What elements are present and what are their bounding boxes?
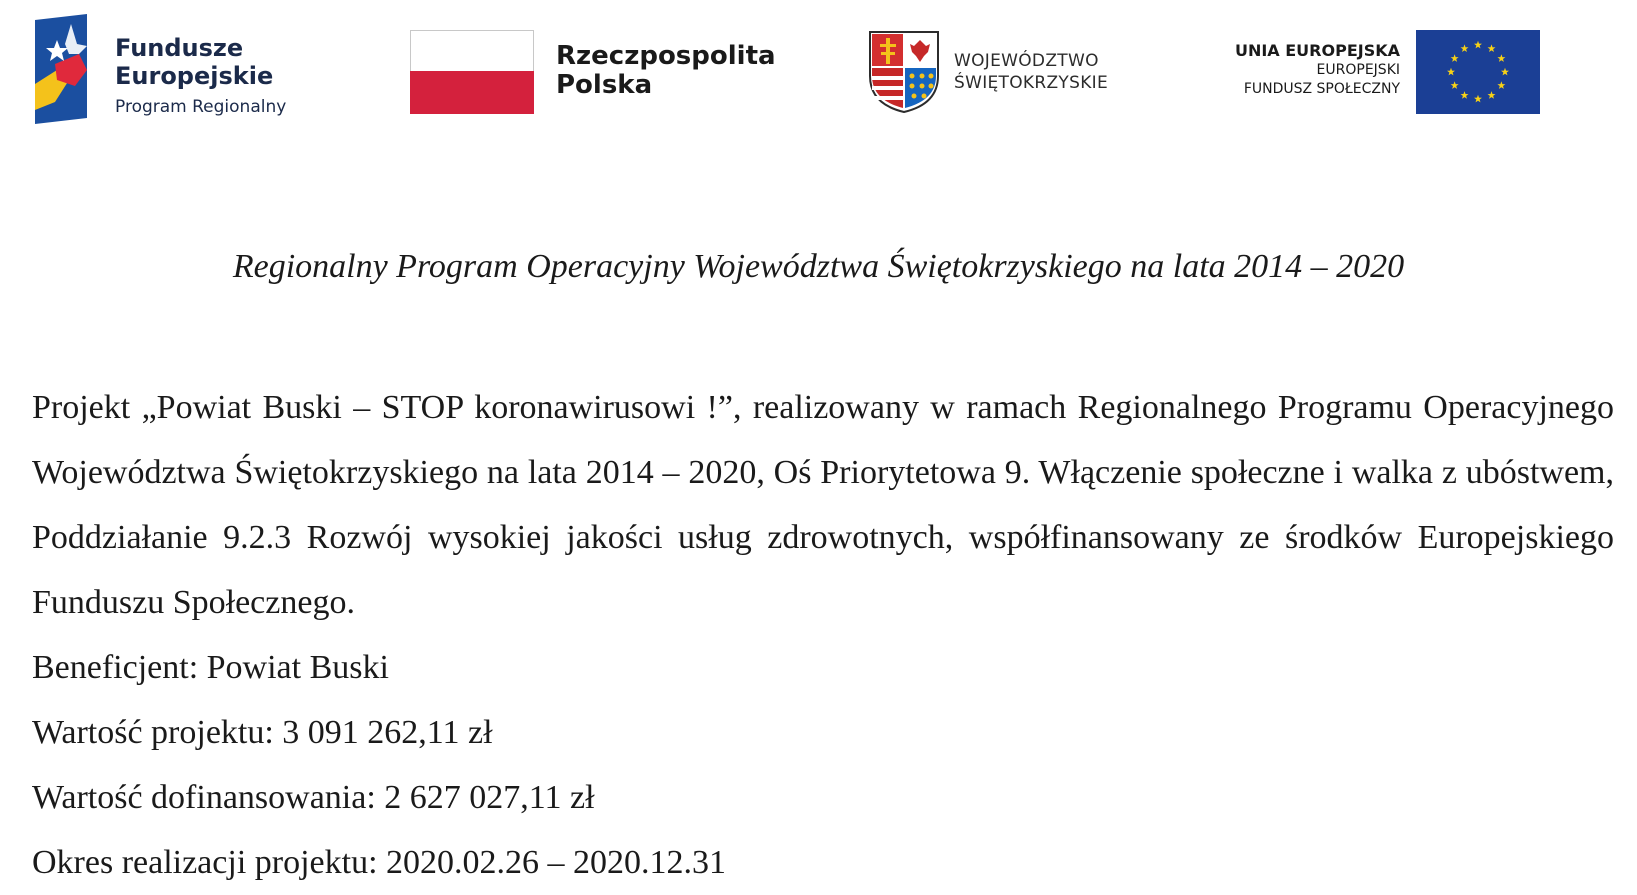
- wojewodztwo-swietokrzyskie-logo: [868, 30, 1128, 114]
- wojewodztwo-line-1: WOJEWÓDZTWO: [954, 51, 1099, 71]
- project-period-line: Okres realizacji projektu: 2020.02.26 – 2020.12.31: [32, 844, 727, 881]
- project-info: [32, 375, 1614, 895]
- fundusze-line-1: Fundusze: [115, 34, 244, 62]
- coat-of-arms-icon: [868, 30, 940, 114]
- beneficiary-line: Beneficjent: Powiat Buski: [32, 649, 389, 686]
- fundusze-europejskie-emblem-icon: [35, 14, 91, 124]
- fundusze-line-2: Europejskie: [115, 62, 274, 90]
- rzeczpospolita-line-2: Polska: [556, 70, 653, 100]
- unia-line-2: EUROPEJSKI: [1316, 62, 1400, 78]
- funding-value-line: Wartość dofinansowania: 2 627 027,11 zł: [32, 779, 595, 816]
- rzeczpospolita-polska-logo: [410, 30, 780, 114]
- fundusze-europejskie-logo: [35, 14, 335, 124]
- fundusze-line-3: Program Regionalny: [115, 97, 287, 117]
- wojewodztwo-line-2: ŚWIĘTOKRZYSKIE: [954, 73, 1109, 93]
- polish-flag-icon: [410, 30, 534, 114]
- unia-europejska-logo: [1220, 30, 1540, 114]
- program-subtitle: Regionalny Program Operacyjny Województwa Świętokrzyskiego na lata 2014 – 2020: [232, 248, 1405, 285]
- project-description: Projekt „Powiat Buski – STOP koronawirusowi !”, realizowany w ramach Regionalnego Programu Operacyjnego Województwa Świętokrzyskiego na lata 2014 – 2020, Oś Priorytetowa 9. Włączenie społeczne i walka z ubóstwem, Poddziałanie 9.2.3 Rozwój wysokiej jakości usług zdrowotnych, współfinansowany ze środków Europejskiego Funduszu Społecznego.: [32, 389, 1614, 621]
- rzeczpospolita-line-1: Rzeczpospolita: [556, 41, 776, 71]
- eu-flag-icon: [1416, 30, 1540, 114]
- unia-line-1: UNIA EUROPEJSKA: [1234, 41, 1400, 60]
- project-value-line: Wartość projektu: 3 091 262,11 zł: [32, 714, 493, 751]
- logo-bar: [0, 0, 1637, 140]
- unia-line-3: FUNDUSZ SPOŁECZNY: [1243, 81, 1400, 97]
